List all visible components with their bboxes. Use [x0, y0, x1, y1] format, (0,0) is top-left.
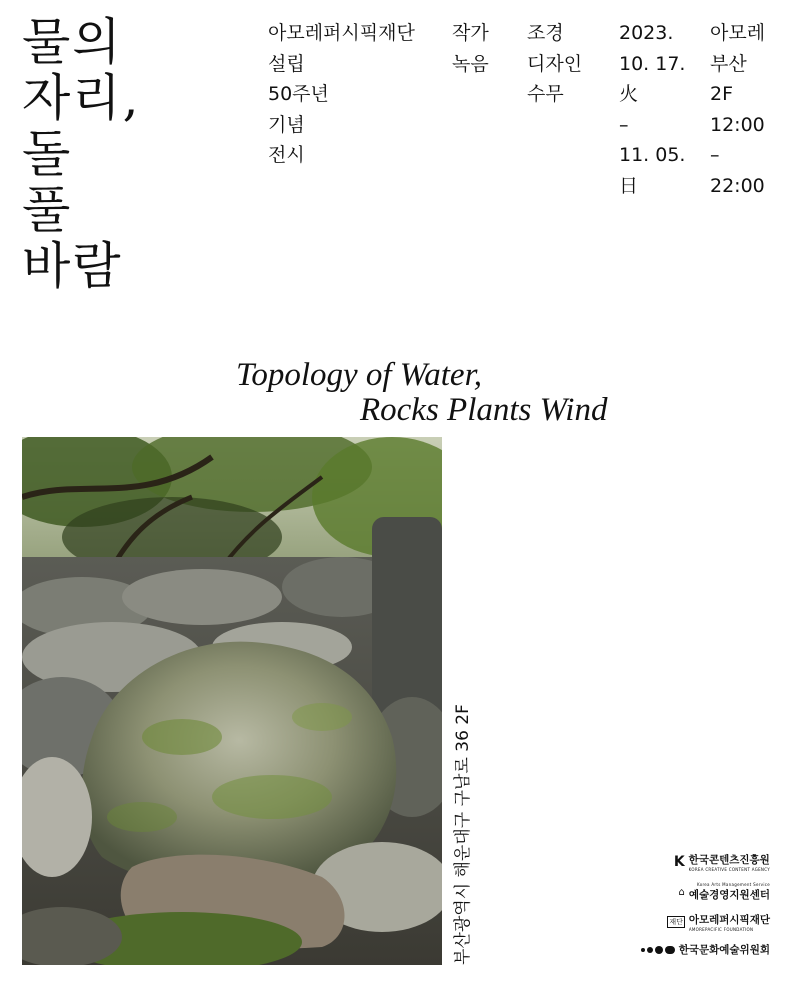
kams-logo-icon: ⌂ [678, 886, 685, 898]
venue-line: 2F [710, 83, 734, 105]
venue-line: 부산 [710, 52, 747, 75]
discipline-column [527, 18, 582, 110]
venue-line: 아모레 [710, 22, 766, 44]
occasion-line: 전시 [268, 144, 305, 166]
title-line: 바람 [22, 237, 123, 295]
occasion-line: 아모레퍼시픽재단 [268, 22, 415, 44]
date-line: 10. 17. [619, 52, 686, 75]
title-line: 자리, [22, 69, 141, 127]
occasion-column [268, 18, 415, 171]
artist-line: 녹음 [452, 52, 489, 75]
sponsor-name: 한국콘텐츠진흥원 [688, 854, 770, 866]
amorepacific-logo-icon: 재단 [669, 918, 683, 926]
english-title-line: Rocks Plants Wind [360, 392, 608, 428]
sponsor-logo [620, 912, 770, 932]
sponsor-logo [620, 882, 770, 902]
sponsor-name: 아모레퍼시픽재단 [688, 914, 770, 926]
venue-hours-column [710, 18, 765, 201]
hours-line: 12:00 [710, 113, 765, 136]
artist-line: 작가 [452, 22, 489, 44]
hours-line: – [710, 144, 720, 166]
occasion-line: 기념 [268, 113, 305, 136]
discipline-line: 디자인 [527, 52, 583, 75]
k-logo-icon: K [673, 854, 685, 870]
occasion-line: 설립 [268, 52, 305, 75]
venue-address: 부산광역시 해운대구 구남로 36 2F [453, 704, 473, 965]
date-line: 火 [619, 83, 639, 105]
dates-column [619, 18, 685, 201]
sponsor-name: 예술경영지원센터 [688, 889, 770, 901]
english-title [236, 358, 607, 428]
sponsor-subname: KOREA CREATIVE CONTENT AGENCY [688, 867, 770, 872]
arko-dots-logo-icon [641, 946, 675, 954]
date-line: – [619, 113, 629, 136]
sponsor-name: 한국문화예술위원회 [678, 944, 770, 956]
sponsor-logo [620, 852, 770, 872]
discipline-line: 조경 [527, 22, 564, 44]
sponsor-logo [620, 942, 770, 957]
date-line: 日 [619, 174, 639, 197]
date-line: 2023. [619, 22, 674, 44]
title-line: 돌 [22, 125, 73, 183]
discipline-line: 수무 [527, 83, 564, 105]
sponsor-subname: AMOREPACIFIC FOUNDATION [688, 927, 754, 932]
sponsor-logos [620, 852, 770, 967]
date-line: 11. 05. [619, 144, 686, 166]
artist-column [452, 18, 489, 79]
occasion-line: 50주년 [268, 83, 329, 105]
title-line: 풀 [22, 181, 73, 239]
hours-line: 22:00 [710, 174, 765, 197]
title-line: 물의 [22, 13, 123, 71]
sponsor-subname: Korea Arts Management Service [696, 882, 770, 887]
korean-title [22, 14, 192, 294]
mossy-rock-photo [22, 437, 442, 965]
english-title-line: Topology of Water, [236, 357, 483, 393]
